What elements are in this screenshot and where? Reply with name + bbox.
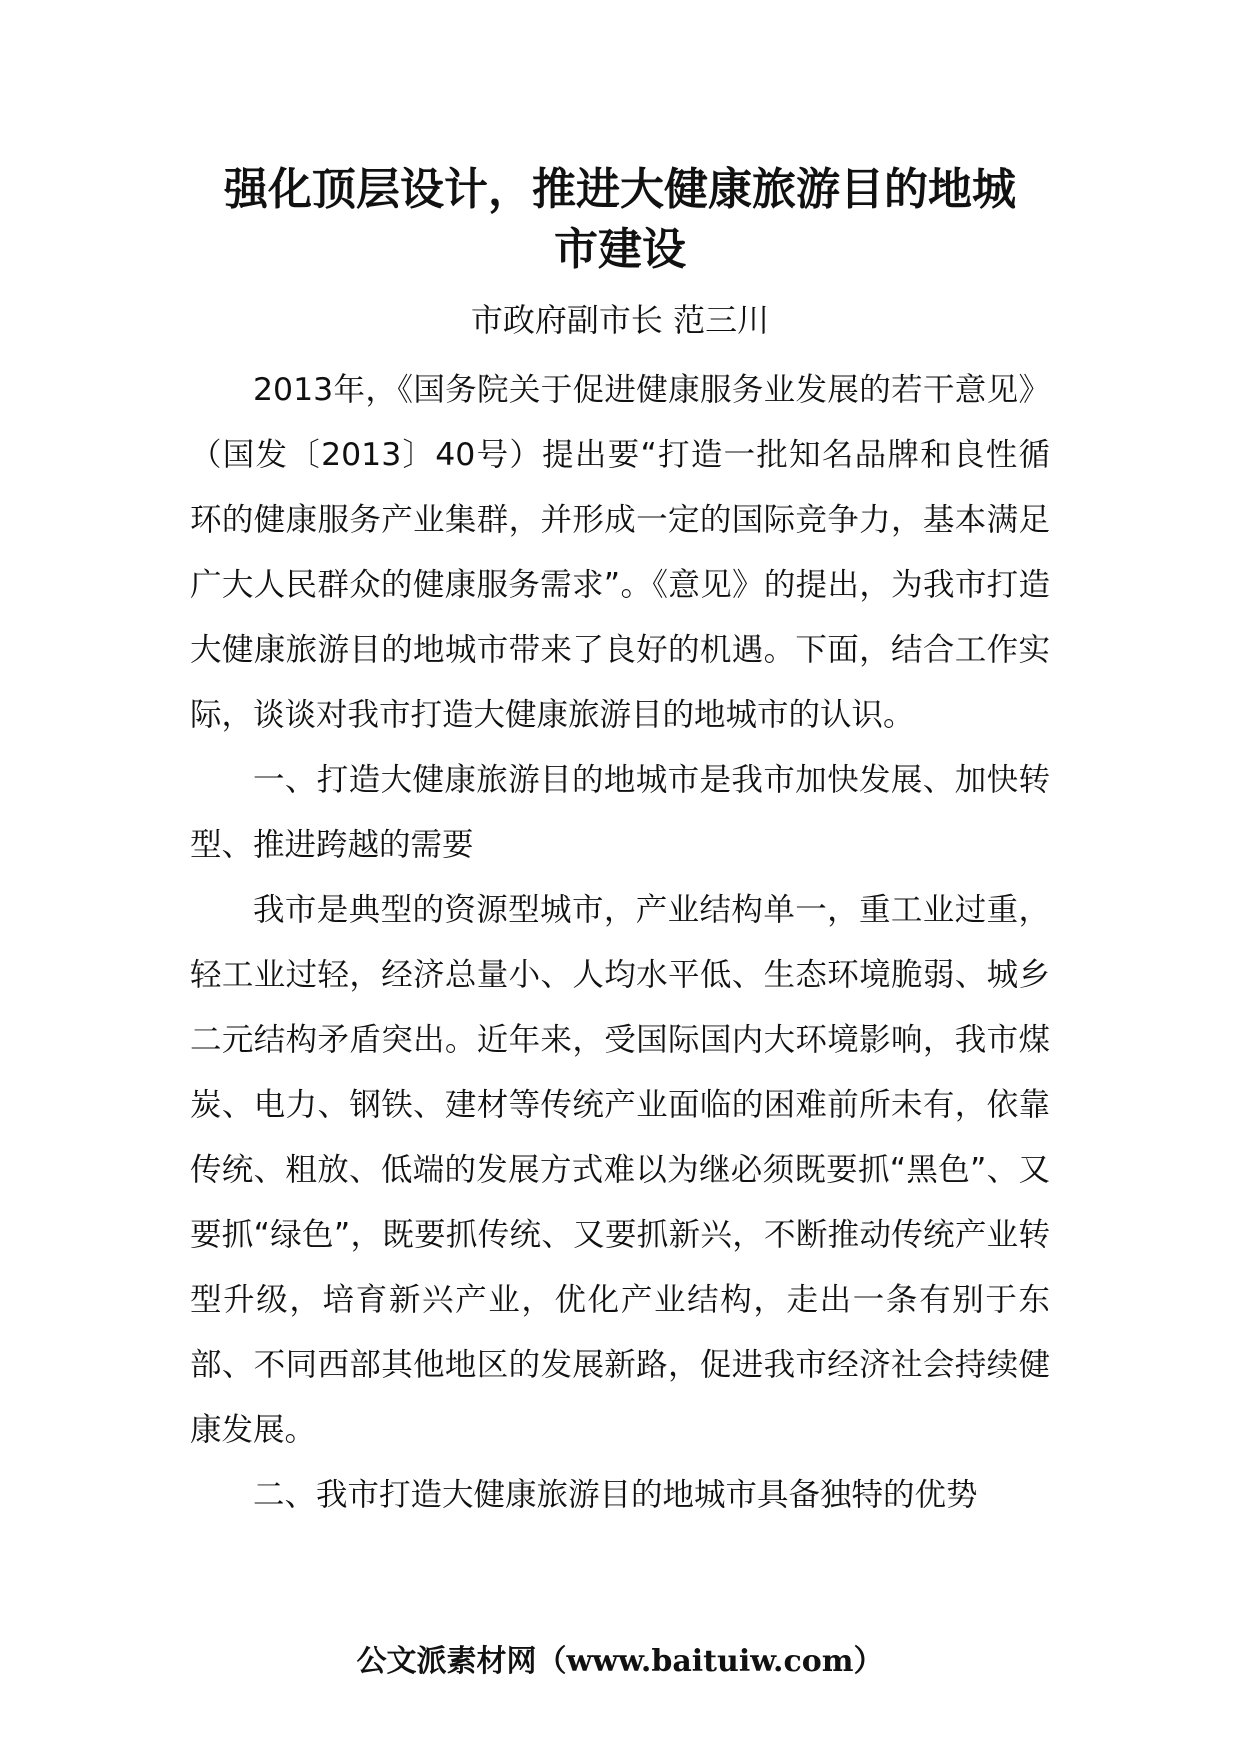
title-line-1: 强化顶层设计，推进大健康旅游目的地城 [224,164,1016,215]
author-byline: 市政府副市长 范三川 [470,301,770,339]
footer-watermark: 公文派素材网（www.baituiw.com） [356,1644,884,1679]
document-title [190,160,1050,280]
section-heading-1: 一、打造大健康旅游目的地城市是我市加快发展、加快转型、推进跨越的需要 [190,762,1050,863]
paragraph-section-1: 我市是典型的资源型城市，产业结构单一，重工业过重，轻工业过轻，经济总量小、人均水平低、生态环境脆弱、城乡二元结构矛盾突出。近年来，受国际国内大环境影响，我市煤炭、电力、钢铁、建材等传统产业面临的困难前所未有，依靠传统、粗放、低端的发展方式难以为继必须既要抓“黑色”、又要抓“绿色”，既要抓传统、又要抓新兴，不断推动传统产业转型升级，培育新兴产业，优化产业结构，走出一条有别于东部、不同西部其他地区的发展新路，促进我市经济社会持续健康发展。 [190,892,1050,1448]
title-line-2: 市建设 [554,224,686,275]
document-body [190,358,1050,1528]
paragraph-intro: 2013年，《国务院关于促进健康服务业发展的若干意见》（国发〔2013〕40号）提出要“打造一批知名品牌和良性循环的健康服务产业集群，并形成一定的国际竞争力，基本满足广大人民群众的健康服务需求”。《意见》的提出，为我市打造大健康旅游目的地城市带来了良好的机遇。下面，结合工作实际，谈谈对我市打造大健康旅游目的地城市的认识。 [190,372,1050,733]
section-heading-2: 二、我市打造大健康旅游目的地城市具备独特的优势 [253,1477,978,1513]
